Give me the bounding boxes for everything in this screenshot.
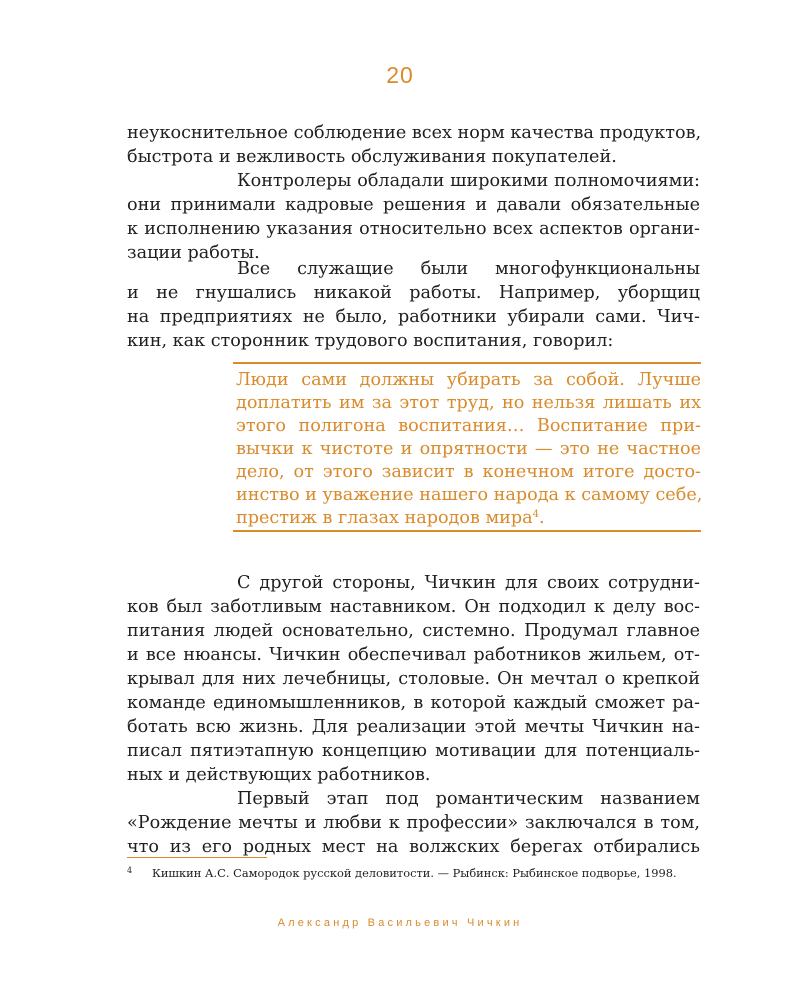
text-line: они принимали кадровые решения и давали обязательные	[127, 195, 700, 215]
text-line: и не гнушались никакой работы. Например, уборщиц	[127, 283, 700, 303]
quote-line: доплатить им за этот труд, но нельзя лишать их	[236, 393, 701, 413]
footnote-rule	[127, 857, 267, 858]
text-line: Все служащие были многофункциональны	[237, 259, 700, 279]
text-line: С другой стороны, Чичкин для своих сотрудни-	[237, 573, 700, 593]
page-number: 20	[386, 62, 414, 88]
text-line: зации работы.	[127, 243, 260, 263]
text-line: ботать всю жизнь. Для реализации этой мечты Чичкин на-	[127, 717, 700, 737]
quote-line: дело, от этого зависит в конечном итоге досто-	[236, 462, 701, 482]
quote-line: Люди сами должны убирать за собой. Лучше	[236, 370, 701, 390]
quote-line: инство и уважение нашего народа к самому себе,	[236, 485, 703, 505]
text-line: на предприятиях не было, работники убирали сами. Чич-	[127, 307, 700, 327]
text-line: «Рождение мечты и любви к профессии» заключался в том,	[127, 813, 700, 833]
text-line: крывал для них лечебницы, столовые. Он мечтал о крепкой	[127, 669, 700, 689]
footnote-number: 4	[127, 866, 133, 875]
text-line: писал пятиэтапную концепцию мотивации для потенциаль-	[127, 741, 700, 761]
text-line: Первый этап под романтическим названием	[237, 789, 700, 809]
quote-bottom-rule	[233, 530, 701, 532]
text-line: команде единомышленников, в которой каждый сможет ра-	[127, 693, 700, 713]
footnote-text: Кишкин А.С. Самородок русской деловитости. — Рыбинск: Рыбинское подворье, 1998.	[152, 866, 677, 880]
text-line: к исполнению указания относительно всех аспектов органи-	[127, 219, 700, 239]
text-line: ных и действующих работников.	[127, 765, 431, 785]
text-line: и все нюансы. Чичкин обеспечивал работников жильем, от-	[127, 645, 700, 665]
quote-top-rule	[233, 362, 701, 364]
text-line: быстрота и вежливость обслуживания покупателей.	[127, 147, 617, 167]
quote-line: престиж в глазах народов мира$^4$.	[236, 508, 545, 528]
text-line: что из его родных мест на волжских берегах отбирались	[127, 837, 700, 857]
text-line: ков был заботливым наставником. Он подходил к делу вос-	[127, 597, 700, 617]
quote-line: этого полигона воспитания… Воспитание при-	[236, 416, 701, 436]
running-footer: Александр Васильевич Чичкин	[277, 917, 523, 929]
text-line: кин, как сторонник трудового воспитания, говорил:	[127, 331, 614, 351]
quote-last-text: престиж в глазах народов мира	[236, 508, 533, 528]
text-line: питания людей основательно, системно. Продумал главное	[127, 621, 700, 641]
quote-line: вычки к чистоте и опрятности — это не частное	[236, 439, 701, 459]
footnote-ref: 4	[532, 509, 540, 520]
text-line: неукоснительное соблюдение всех норм качества продуктов,	[127, 123, 702, 143]
text-line: Контролеры обладали широкими полномочиями:	[237, 171, 700, 191]
